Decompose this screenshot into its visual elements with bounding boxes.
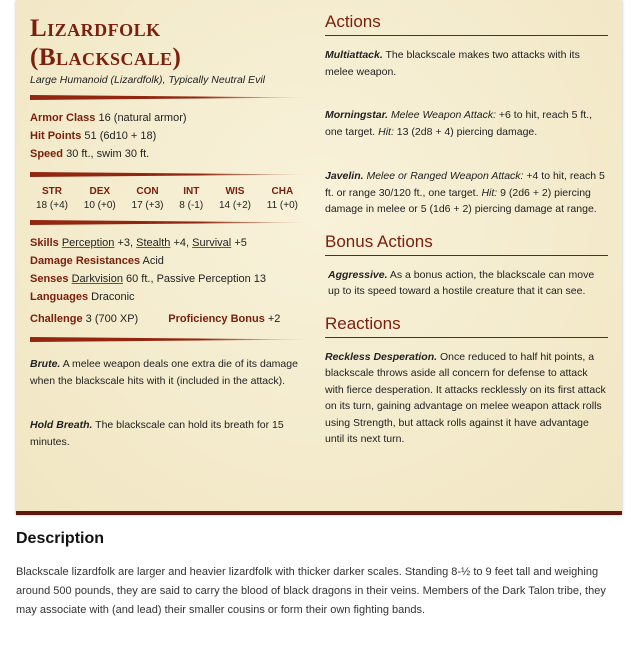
reaction-reckless-desperation: Reckless Desperation. Once reduced to half hit points, a blackscale throws aside all concern for defense to attack with fierce desperation. It attacks recklessly on its first attack on its turn, gaining advantage on melee weapon attack rolls using Strength, but attack rolls against it have advantage until its next turn. [325, 350, 606, 445]
reactions-heading: Reactions [325, 314, 608, 338]
hit-points: Hit Points 51 (6d10 + 18) [30, 130, 157, 142]
senses: Senses Darkvision 60 ft., Passive Perception 13 [30, 273, 267, 285]
ability-scores [30, 186, 298, 211]
bonus-actions-heading: Bonus Actions [325, 232, 608, 256]
challenge: Challenge 3 (700 XP) [30, 313, 139, 325]
action-multiattack: Multiattack. The blackscale makes two attacks with its melee weapon. [325, 49, 580, 78]
armor-class: Armor Class 16 (natural armor) [30, 112, 187, 124]
damage-resistances: Damage Resistances Acid [30, 255, 164, 267]
stat-block-left-column [30, 14, 312, 450]
trait-hold-breath: Hold Breath. The blackscale can hold its breath for 15 minutes. [30, 419, 284, 448]
skill-survival-link[interactable]: Survival [192, 237, 232, 249]
monster-name-line2: (Blackscale) [30, 44, 182, 71]
monster-name-line1: Lizardfolk [30, 15, 161, 42]
divider [30, 95, 312, 100]
ability-cha: CHA 11 (+0) [266, 186, 298, 211]
monster-type: Large Humanoid (Lizardfolk), Typically Neutral Evil [30, 74, 265, 86]
ability-int: INT 8 (-1) [179, 186, 204, 211]
divider [30, 337, 312, 342]
languages: Languages Draconic [30, 291, 135, 303]
divider [30, 220, 312, 225]
skills: Skills Perception +3, Stealth +4, Survival +5 [30, 237, 247, 249]
stat-block [16, 0, 622, 515]
skill-stealth-link[interactable]: Stealth [136, 237, 171, 249]
action-morningstar: Morningstar. Melee Weapon Attack: +6 to hit, reach 5 ft., one target. Hit: 13 (2d8 + 4) piercing damage. [325, 109, 593, 138]
description-heading: Description [16, 530, 105, 547]
speed: Speed 30 ft., swim 30 ft. [30, 148, 150, 160]
challenge-row [30, 310, 312, 328]
proficiency-bonus: Proficiency Bonus +2 [168, 313, 281, 325]
stat-block-right-column [325, 14, 608, 448]
bonus-action-aggressive: Aggressive. As a bonus action, the blackscale can move up to its speed toward a hostile creature that it can see. [328, 268, 595, 297]
divider [30, 172, 312, 177]
ability-con: CON 17 (+3) [131, 186, 164, 211]
skill-perception-link[interactable]: Perception [61, 237, 115, 249]
ability-str: STR 18 (+4) [36, 186, 68, 211]
ability-dex: DEX 10 (+0) [83, 186, 116, 211]
trait-brute: Brute. A melee weapon deals one extra die of its damage when the blackscale hits with it (included in the attack). [30, 358, 298, 387]
darkvision-link[interactable]: Darkvision [71, 273, 123, 285]
monster-name [30, 14, 312, 72]
action-javelin: Javelin. Melee or Ranged Weapon Attack: +4 to hit, reach 5 ft. or range 30/120 ft., one target. Hit: 9 (2d6 + 2) piercing damage in melee or 5 (1d6 + 2) piercing damage at range. [325, 170, 605, 215]
description-text: Blackscale lizardfolk are larger and heavier lizardfolk with thicker darker scales. Standing 8-½ to 9 feet tall and weighing around 500 pounds, they are said to carry the blood of black dragons in their veins. Members of the Dark Talon tribe, they may associate with (and lead) their smaller cousins or form their own fighting bands. [16, 566, 606, 616]
ability-wis: WIS 14 (+2) [219, 186, 251, 211]
actions-heading: Actions [325, 12, 608, 36]
